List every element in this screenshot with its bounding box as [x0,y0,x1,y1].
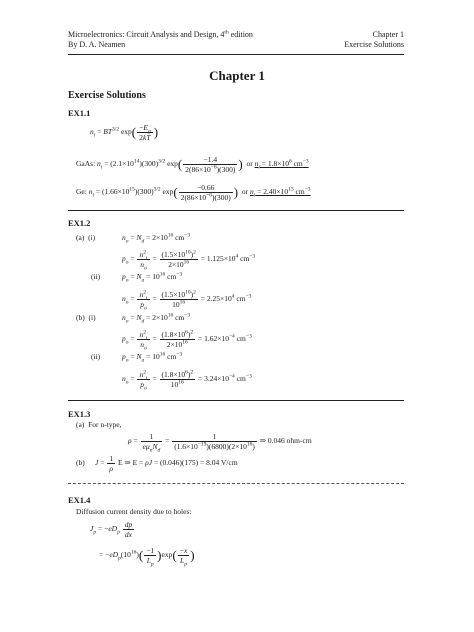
running-header-right [344,30,404,50]
header-section: Exercise Solutions [344,40,404,49]
equation-jp-expanded: = $-eD_p(10^{16})$( $\frac{-1}{L_p}$ )exp( $\frac{-x}{L_p}$ ) [99,546,195,568]
equation-po: $p_o = N_a = 10^{16}$ $cm^{-3}$ [122,271,183,284]
part-label: (ii) [91,352,101,361]
exercise-heading: EX1.2 [68,218,91,228]
part-label: (a) For n-type, [76,420,122,429]
equation-field: J = $\frac{1}{\rho}$ E ⇒ E = ρJ = (0.046)(175) = 8.04 V/cm [95,454,238,473]
running-header-left [68,30,253,50]
header-rule [68,54,404,55]
exercise-heading: EX1.3 [68,409,91,419]
equation-ge: Ge: $n_i = (1.66\times 10^{15})(300)^{3/2}$ exp( $\frac{-0.66}{2(86\times 10^{-6})(300)}$ ) or $n_i = 2.40\times 10^{13}$ $cm^{-3}$ [76,183,311,202]
equation-po: $p_o = N_a = 10^{16}$ $cm^{-3}$ [122,351,183,364]
equation-no: $n_o = N_d = 2\times 10^{16}$ $cm^{-3}$ [122,312,191,325]
edition-sup: th [224,29,229,36]
part-label: (ii) [91,272,101,281]
book-title: Microelectronics: Circuit Analysis and Design, 4 [68,30,225,39]
header-chapter: Chapter 1 [372,30,404,39]
part-label: (b) [76,458,85,467]
equation-rho: ρ = $\frac{1}{e\mu_nN_d}$ = $\frac{1}{(1.6\times 10^{-19})(6800)(2\times 10^{16})}$ ⇒ 0.046 ohm-cm [128,432,312,454]
equation-gaas: GaAs: $n_i = (2.1\times 10^{14})(300)^{3/2}$ exp( $\frac{-1.4}{2(86\times 10^{-6})(300)}$ ) or $n_i = 1.8\times 10^6$ $cm^{-3}$ [76,155,309,174]
author: By D. A. Neamen [68,40,126,49]
equation-no: $n_o$ = $\frac{n^2_i}{p_o}$ = $\frac{(1.8\times 10^6)^2}{10^{16}}$ = $3.24\times 10^{-4}$ $cm^{-3}$ [122,369,252,392]
part-label: (a) (i) [76,233,96,242]
equation-no: $n_o = N_d = 2\times 10^{16}$ $cm^{-3}$ [122,232,191,245]
chapter-title: Chapter 1 [209,68,265,83]
section-rule [68,400,404,401]
section-title: Exercise Solutions [68,90,146,101]
equation-ni: $n_i = BT^{3/2}$ exp( $\frac{-E_g}{2kT}$ ) [90,123,159,142]
exercise-heading: EX1.4 [68,495,91,505]
equation-po: $p_o$ = $\frac{n^2_i}{n_o}$ = $\frac{(1.5\times 10^{10})^2}{2\times 10^{16}}$ = $1.125\times 10^4$ $cm^{-3}$ [122,249,256,272]
section-rule [68,483,404,484]
part-label: (b) (i) [76,313,96,322]
equation-po: $p_o$ = $\frac{n^2_i}{n_o}$ = $\frac{(1.8\times 10^6)^2}{2\times 10^{16}}$ = $1.62\times 10^{-4}$ $cm^{-3}$ [122,329,252,352]
equation-jp: $J_p = -eD_p$ $\frac{dp}{dx}$ [90,520,133,539]
exercise-heading: EX1.1 [68,108,91,118]
exercise-text: Diffusion current density due to holes: [76,507,192,516]
equation-no: $n_o$ = $\frac{n^2_i}{p_o}$ = $\frac{(1.5\times 10^{10})^2}{10^{16}}$ = $2.25\times 10^4$ $cm^{-3}$ [122,289,252,312]
section-rule [68,210,404,211]
edition-suffix: edition [228,30,253,39]
